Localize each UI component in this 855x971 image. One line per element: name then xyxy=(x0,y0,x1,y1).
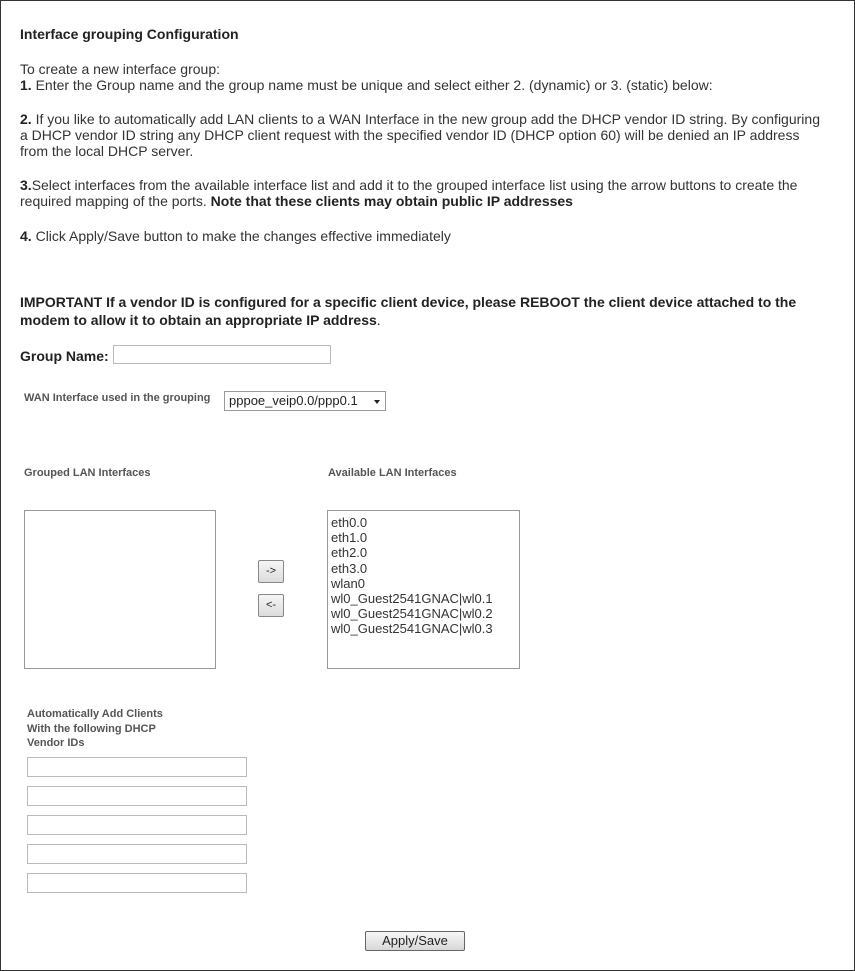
step-1-text: Enter the Group name and the group name must be unique and select either 2. (dynamic) or 3. (static) below: xyxy=(31,77,713,93)
group-name-input[interactable] xyxy=(113,345,331,364)
available-lan-option[interactable]: wl0_Guest2541GNAC|wl0.1 xyxy=(331,591,493,607)
page-title: Interface grouping Configuration xyxy=(20,26,239,42)
remove-from-group-button[interactable]: <- xyxy=(258,594,284,617)
important-text: IMPORTANT If a vendor ID is configured for a specific client device, please REBOOT the client device attached to the modem to allow it to obtain an appropriate IP address xyxy=(20,294,797,328)
wan-interface-label: WAN Interface used in the grouping xyxy=(24,392,211,404)
add-to-group-button[interactable]: -> xyxy=(258,560,284,583)
step-2-text: If you like to automatically add LAN clients to a WAN Interface in the new group add the DHCP vendor ID string. By configuring a DHCP vendor ID string any DHCP client request with the specified vendor ID (DHCP option 60) will be denied an IP address from the local DHCP server. xyxy=(20,111,820,159)
available-lan-option[interactable]: wlan0 xyxy=(331,575,365,591)
vendor-ids-label xyxy=(27,707,187,751)
available-lan-option[interactable]: eth0.0 xyxy=(331,515,368,530)
vendor-label-line: Vendor IDs xyxy=(27,737,85,749)
available-lan-option[interactable]: eth3.0 xyxy=(331,560,368,576)
step-2-number: 2. xyxy=(20,111,32,127)
wan-interface-select[interactable] xyxy=(224,391,386,411)
intro-text xyxy=(20,61,820,93)
vendor-id-input[interactable] xyxy=(27,815,247,835)
grouped-lan-label: Grouped LAN Interfaces xyxy=(24,467,151,479)
chevron-down-icon xyxy=(374,400,380,404)
available-lan-option[interactable]: eth1.0 xyxy=(331,530,368,546)
step-2 xyxy=(20,111,820,159)
vendor-label-line: With the following DHCP xyxy=(27,722,156,735)
grouped-lan-listbox[interactable] xyxy=(24,510,216,669)
step-4-number: 4. xyxy=(20,228,32,244)
available-lan-option[interactable]: wl0_Guest2541GNAC|wl0.2 xyxy=(331,606,493,622)
step-1-number: 1. xyxy=(20,77,32,93)
available-lan-option[interactable]: eth2.0 xyxy=(331,545,368,561)
available-lan-label: Available LAN Interfaces xyxy=(328,467,457,479)
available-lan-option[interactable]: wl0_Guest2541GNAC|wl0.3 xyxy=(331,621,493,637)
vendor-id-input[interactable] xyxy=(27,873,247,893)
step-3 xyxy=(20,177,820,209)
important-notice xyxy=(20,293,820,329)
apply-save-button[interactable]: Apply/Save xyxy=(365,931,465,951)
vendor-id-input[interactable] xyxy=(27,757,247,777)
step-3-note: Note that these clients may obtain public IP addresses xyxy=(210,193,573,209)
available-lan-listbox[interactable] xyxy=(327,510,520,669)
intro-line: To create a new interface group: xyxy=(20,61,221,77)
vendor-id-input[interactable] xyxy=(27,786,247,806)
vendor-id-input[interactable] xyxy=(27,844,247,864)
step-4 xyxy=(20,228,820,244)
important-period: . xyxy=(376,312,381,328)
group-name-label: Group Name: xyxy=(20,348,109,364)
step-3-number: 3. xyxy=(20,177,32,193)
step-3-text: Select interfaces from the available interface list and add it to the grouped interface list using the arrow buttons to create the required mapping of the ports. xyxy=(20,177,798,209)
wan-interface-selected: pppoe_veip0.0/ppp0.1 xyxy=(229,393,358,408)
step-4-text: Click Apply/Save button to make the changes effective immediately xyxy=(31,228,451,244)
vendor-label-line: Automatically Add Clients xyxy=(27,708,163,720)
